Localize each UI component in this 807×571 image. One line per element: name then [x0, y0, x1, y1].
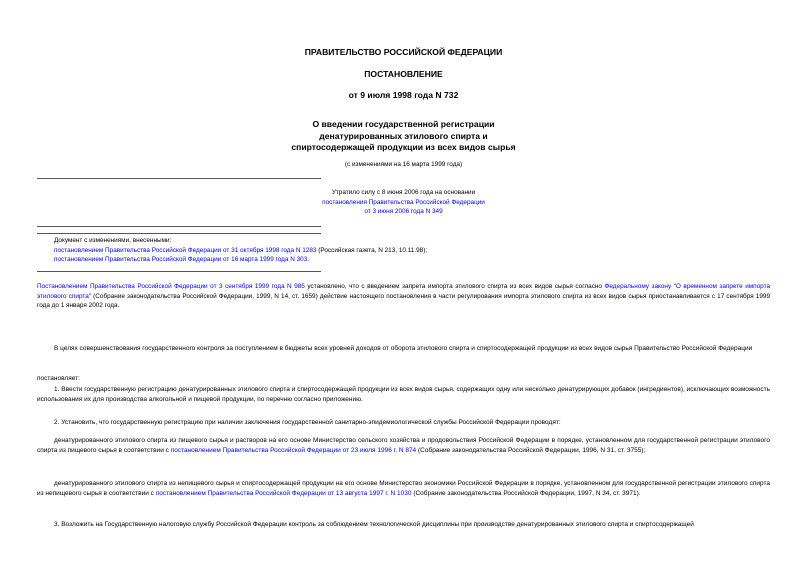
divider	[37, 271, 321, 272]
title-line-3: спиртосодержащей продукции из всех видов сырья	[291, 142, 516, 152]
paragraph-2b: денатурированного этилового спирта из непищевого сырья и спиртосодержащей продукции на его основе Министерство экономики Российской Федерации в порядке, установленном для государственной регистрации этилового спирта из непищевого сырья в соответствии с постановлением Правительства Российской Федерации от 13 августа 1997 г. N 1030 (Собрание законодательства Российской Федерации, 1997, N 34, ст. 3971).	[37, 480, 770, 497]
divider	[37, 233, 321, 234]
document-date-number: от 9 июля 1998 года N 732	[348, 90, 459, 100]
suspension-note: Постановлением Правительства Российской Федерации от 3 сентября 1999 года N 985 установлено, что с введением запрета импорта этилового спирта из всех видов сырья согласно Федеральному закону "О временном запрете импорта этилового спирта" (Собрание законодательства Российской Федерации, 1999, N 14, ст. 1659) действие настоящего постановления в части регулирования импорта этилового спирта из всех видов сырья приостанавливается с 17 сентября 1999 года до 1 января 2002 года.	[37, 283, 771, 310]
paragraph-2: 2. Установить, что государственную регистрацию при наличии заключения государственной санитарно-эпидемиологической службы Российской Федерации проводят:	[54, 419, 561, 426]
expired-text: Утратило силу с 8 июня 2006 года на основании	[331, 189, 476, 196]
link-1030[interactable]: постановлением Правительства Российской Федерации от 13 августа 1997 г. N 1030	[155, 489, 412, 497]
paragraph-1: 1. Ввести государственную регистрацию денатурированных этилового спирта и спиртосодержащей продукции из всех видов сырья, содержащих одну или несколько денатурирующих добавок (ингредиентов), исключающих возможность использования их для производства алкогольной и пищевой продукции, по перечню согласно приложению.	[37, 386, 770, 403]
amendment-item: постановлением Правительства Российской Федерации от 16 марта 1999 года N 303.	[54, 256, 310, 264]
amendment-note: (с изменениями на 16 марта 1999 года)	[344, 161, 463, 168]
amendments-intro: Документ с изменениями, внесенными:	[54, 237, 172, 244]
amendment-link-1283[interactable]: постановлением Правительства Российской Федерации от 31 октября 1998 года N 1283	[54, 246, 317, 254]
amendment-item: постановлением Правительства Российской Федерации от 31 октября 1998 года N 1283 (Российская газета, N 213, 10.11.98);	[54, 246, 428, 254]
resolves-word: постановляет:	[37, 375, 80, 382]
amendment-link-303[interactable]: постановлением Правительства Российской Федерации от 16 марта 1999 года N 303	[54, 256, 308, 264]
expired-note	[0, 188, 807, 217]
paragraph-3: 3. Возложить на Государственную налоговую службу Российской Федерации контроль за соблюдением технологической дисциплины при производстве денатурированных этилового спирта и спиртосодержащей	[54, 521, 694, 528]
note-link-federal-law[interactable]: Федеральному закону "О временном запрете импорта этилового спирта"	[37, 283, 770, 300]
document-type: ПОСТАНОВЛЕНИЕ	[364, 69, 443, 79]
title-line-1: О введении государственной регистрации	[312, 119, 495, 129]
amendments-block	[54, 236, 774, 265]
note-link-985[interactable]: Постановлением Правительства Российской Федерации от 3 сентября 1999 года N 985	[37, 283, 305, 290]
link-874[interactable]: постановлением Правительства Российской Федерации от 23 июля 1996 г. N 874	[170, 446, 417, 454]
expired-link-line-1[interactable]: постановления Правительства Российской Федерации	[322, 198, 485, 206]
preamble: В целях совершенствования государственного контроля за поступлением в бюджеты всех уровней доходов от оборота этилового спирта и спиртосодержащей продукции из всех видов сырья Правительство Российской Федерации	[54, 345, 753, 352]
divider	[37, 178, 321, 179]
divider	[37, 226, 321, 227]
government-name: ПРАВИТЕЛЬСТВО РОССИЙСКОЙ ФЕДЕРАЦИИ	[304, 47, 503, 57]
document-title	[0, 119, 807, 154]
title-line-2: денатурированных этилового спирта и	[319, 130, 488, 141]
paragraph-2a: денатурированного этилового спирта из пищевого сырья и растворов на его основе Министерство сельского хозяйства и продовольствия Российской Федерации в порядке, установленном для государственной регистрации этилового спирта из пищевого сырья в соответствии с постановлением Правительства Российской Федерации от 23 июля 1996 г. N 874 (Собрание законодательства Российской Федерации, 1996, N 31, ст. 3755);	[37, 437, 770, 454]
expired-link-line-2[interactable]: от 3 июня 2006 года N 349	[364, 208, 443, 216]
